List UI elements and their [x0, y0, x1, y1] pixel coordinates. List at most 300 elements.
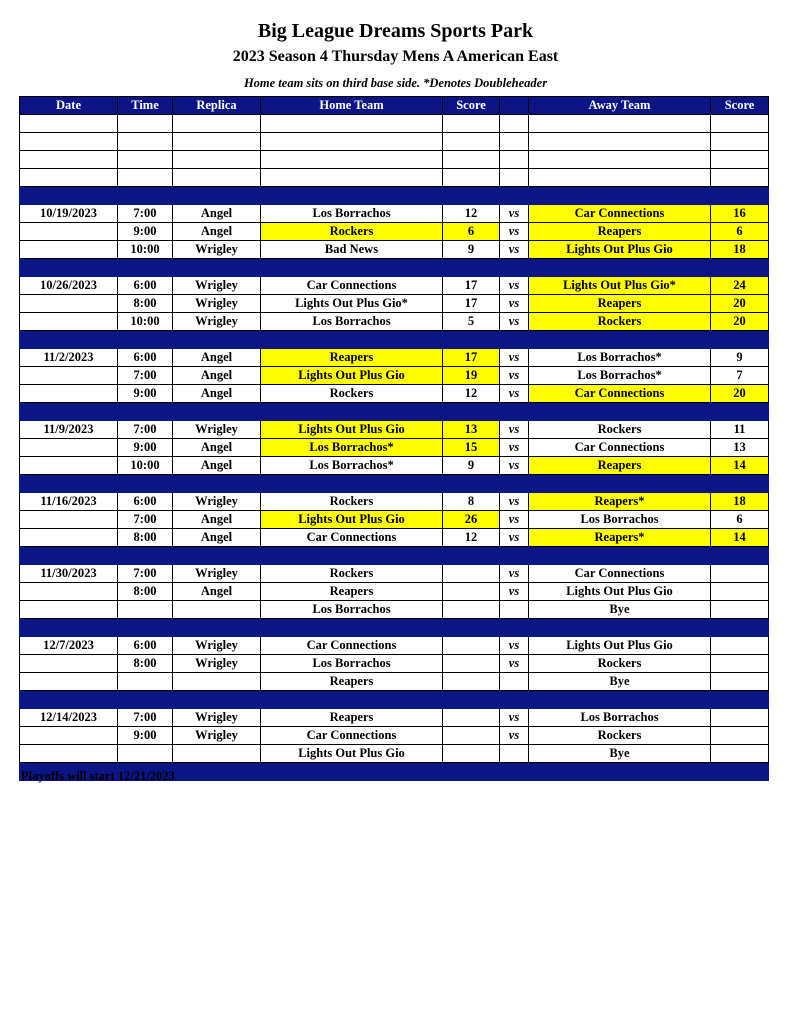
vs-label: vs	[500, 223, 529, 241]
separator-cell	[443, 187, 500, 205]
game-date	[20, 457, 118, 475]
week-separator	[20, 403, 769, 421]
separator-cell	[20, 187, 118, 205]
game-date	[20, 385, 118, 403]
separator-cell	[261, 259, 443, 277]
away-team: Los Borrachos	[529, 709, 711, 727]
home-score: 9	[443, 457, 500, 475]
game-date	[20, 295, 118, 313]
vs-label	[500, 673, 529, 691]
separator-cell	[173, 547, 261, 565]
home-score	[443, 565, 500, 583]
separator-cell	[529, 187, 711, 205]
game-date: 12/14/2023	[20, 709, 118, 727]
game-field: Wrigley	[173, 727, 261, 745]
game-field: Wrigley	[173, 493, 261, 511]
vs-label: vs	[500, 349, 529, 367]
game-date	[20, 745, 118, 763]
home-team: Reapers	[261, 349, 443, 367]
game-field: Angel	[173, 529, 261, 547]
away-team: Lights Out Plus Gio	[529, 637, 711, 655]
game-date	[20, 313, 118, 331]
vs-label: vs	[500, 277, 529, 295]
away-team: Los Borrachos	[529, 511, 711, 529]
vs-label: vs	[500, 421, 529, 439]
home-score	[443, 637, 500, 655]
away-team: Reapers	[529, 223, 711, 241]
col-home-score-header: Score	[443, 97, 500, 115]
game-date: 10/19/2023	[20, 205, 118, 223]
home-team: Los Borrachos	[261, 205, 443, 223]
separator-cell	[529, 475, 711, 493]
separator-cell	[443, 763, 500, 781]
vs-label: vs	[500, 241, 529, 259]
game-field: Angel	[173, 457, 261, 475]
game-date: 11/9/2023	[20, 421, 118, 439]
game-row	[20, 565, 769, 583]
game-field: Wrigley	[173, 421, 261, 439]
game-time	[118, 673, 173, 691]
game-time: 9:00	[118, 223, 173, 241]
home-score	[443, 601, 500, 619]
home-score: 17	[443, 277, 500, 295]
away-score: 11	[711, 421, 769, 439]
away-score: 6	[711, 223, 769, 241]
away-team: Reapers	[529, 295, 711, 313]
away-score: 18	[711, 493, 769, 511]
separator-cell	[173, 691, 261, 709]
separator-cell	[443, 691, 500, 709]
game-field: Wrigley	[173, 637, 261, 655]
game-time: 6:00	[118, 349, 173, 367]
game-row	[20, 655, 769, 673]
separator-cell	[500, 691, 529, 709]
col-vs-header	[500, 97, 529, 115]
game-time: 10:00	[118, 313, 173, 331]
col-date-header: Date	[20, 97, 118, 115]
game-date	[20, 367, 118, 385]
home-score: 26	[443, 511, 500, 529]
game-time: 9:00	[118, 385, 173, 403]
vs-label: vs	[500, 295, 529, 313]
game-field: Angel	[173, 205, 261, 223]
game-time: 7:00	[118, 367, 173, 385]
separator-cell	[500, 763, 529, 781]
game-field: Wrigley	[173, 709, 261, 727]
game-row	[20, 277, 769, 295]
separator-cell	[711, 763, 769, 781]
separator-cell	[711, 187, 769, 205]
home-score: 8	[443, 493, 500, 511]
home-score: 17	[443, 349, 500, 367]
away-score	[711, 601, 769, 619]
game-row	[20, 727, 769, 745]
game-row	[20, 367, 769, 385]
week-separator	[20, 331, 769, 349]
vs-label: vs	[500, 709, 529, 727]
game-time: 10:00	[118, 241, 173, 259]
game-time: 10:00	[118, 457, 173, 475]
separator-cell	[118, 619, 173, 637]
separator-cell	[173, 619, 261, 637]
game-row	[20, 385, 769, 403]
game-time: 8:00	[118, 655, 173, 673]
game-row	[20, 745, 769, 763]
home-team: Los Borrachos	[261, 601, 443, 619]
separator-cell	[711, 475, 769, 493]
away-team: Bye	[529, 601, 711, 619]
away-score	[711, 565, 769, 583]
vs-label	[500, 601, 529, 619]
home-team: Lights Out Plus Gio	[261, 367, 443, 385]
game-date: 12/7/2023	[20, 637, 118, 655]
game-time: 8:00	[118, 583, 173, 601]
away-score	[711, 727, 769, 745]
home-team: Los Borrachos*	[261, 439, 443, 457]
game-row	[20, 439, 769, 457]
home-team: Lights Out Plus Gio*	[261, 295, 443, 313]
game-date	[20, 529, 118, 547]
game-row	[20, 583, 769, 601]
home-team: Lights Out Plus Gio	[261, 745, 443, 763]
game-date	[20, 241, 118, 259]
vs-label: vs	[500, 367, 529, 385]
separator-cell	[500, 403, 529, 421]
game-row	[20, 313, 769, 331]
vs-label	[500, 745, 529, 763]
game-row	[20, 349, 769, 367]
game-row	[20, 493, 769, 511]
separator-cell	[173, 403, 261, 421]
away-team: Reapers	[529, 457, 711, 475]
game-row	[20, 241, 769, 259]
schedule-note: Home team sits on third base side. *Denotes Doubleheader	[243, 76, 548, 90]
separator-cell	[20, 691, 118, 709]
header-row	[20, 97, 769, 115]
away-team: Car Connections	[529, 565, 711, 583]
game-time: 6:00	[118, 277, 173, 295]
away-team: Reapers*	[529, 493, 711, 511]
home-team: Car Connections	[261, 637, 443, 655]
separator-cell	[711, 259, 769, 277]
away-score: 14	[711, 457, 769, 475]
away-score: 20	[711, 295, 769, 313]
separator-cell	[20, 403, 118, 421]
schedule-table	[19, 96, 769, 781]
home-team: Rockers	[261, 565, 443, 583]
home-team: Lights Out Plus Gio	[261, 421, 443, 439]
col-home-team-header: Home Team	[261, 97, 443, 115]
away-team: Rockers	[529, 655, 711, 673]
separator-cell	[500, 331, 529, 349]
game-time: 6:00	[118, 637, 173, 655]
separator-cell	[500, 619, 529, 637]
col-replica-header: Replica	[173, 97, 261, 115]
vs-label: vs	[500, 313, 529, 331]
game-row	[20, 205, 769, 223]
separator-cell	[500, 547, 529, 565]
away-team: Los Borrachos*	[529, 349, 711, 367]
away-score	[711, 655, 769, 673]
game-row	[20, 295, 769, 313]
away-score: 24	[711, 277, 769, 295]
playoffs-note: Playoffs will start 12/21/2023	[21, 769, 175, 783]
col-away-team-header: Away Team	[529, 97, 711, 115]
separator-cell	[261, 475, 443, 493]
separator-cell	[711, 619, 769, 637]
separator-cell	[261, 763, 443, 781]
away-team: Lights Out Plus Gio*	[529, 277, 711, 295]
away-team: Rockers	[529, 727, 711, 745]
home-team: Los Borrachos	[261, 655, 443, 673]
away-team: Car Connections	[529, 385, 711, 403]
game-date	[20, 583, 118, 601]
home-score	[443, 655, 500, 673]
separator-cell	[173, 259, 261, 277]
separator-cell	[20, 547, 118, 565]
vs-label: vs	[500, 655, 529, 673]
home-score: 12	[443, 385, 500, 403]
away-team: Lights Out Plus Gio	[529, 583, 711, 601]
home-score	[443, 709, 500, 727]
game-row	[20, 511, 769, 529]
game-time	[118, 601, 173, 619]
away-score	[711, 709, 769, 727]
home-score	[443, 673, 500, 691]
separator-cell	[261, 187, 443, 205]
home-score: 13	[443, 421, 500, 439]
separator-cell	[711, 691, 769, 709]
game-field: Angel	[173, 349, 261, 367]
col-time-header: Time	[118, 97, 173, 115]
separator-cell	[261, 547, 443, 565]
game-time: 6:00	[118, 493, 173, 511]
game-time: 7:00	[118, 421, 173, 439]
separator-cell	[20, 259, 118, 277]
game-date	[20, 601, 118, 619]
home-team: Car Connections	[261, 277, 443, 295]
separator-cell	[20, 619, 118, 637]
game-row	[20, 601, 769, 619]
col-away-score-header: Score	[711, 97, 769, 115]
separator-cell	[443, 475, 500, 493]
away-score: 7	[711, 367, 769, 385]
separator-cell	[118, 259, 173, 277]
home-team: Rockers	[261, 223, 443, 241]
game-time: 7:00	[118, 709, 173, 727]
game-field	[173, 673, 261, 691]
away-score	[711, 673, 769, 691]
game-field: Wrigley	[173, 655, 261, 673]
away-score: 20	[711, 313, 769, 331]
away-team: Rockers	[529, 421, 711, 439]
separator-cell	[261, 619, 443, 637]
separator-cell	[529, 763, 711, 781]
away-team: Car Connections	[529, 205, 711, 223]
separator-cell	[529, 403, 711, 421]
separator-cell	[529, 547, 711, 565]
away-score: 20	[711, 385, 769, 403]
vs-label: vs	[500, 385, 529, 403]
away-team: Rockers	[529, 313, 711, 331]
away-score	[711, 745, 769, 763]
separator-cell	[173, 331, 261, 349]
away-score	[711, 637, 769, 655]
separator-cell	[529, 619, 711, 637]
separator-cell	[711, 331, 769, 349]
game-row	[20, 709, 769, 727]
separator-cell	[443, 259, 500, 277]
separator-cell	[20, 475, 118, 493]
page-subtitle: 2023 Season 4 Thursday Mens A American East	[232, 48, 559, 65]
game-field: Wrigley	[173, 277, 261, 295]
week-separator	[20, 475, 769, 493]
game-date	[20, 673, 118, 691]
away-team: Los Borrachos*	[529, 367, 711, 385]
away-team: Bye	[529, 673, 711, 691]
game-field: Angel	[173, 385, 261, 403]
away-score: 18	[711, 241, 769, 259]
home-score	[443, 745, 500, 763]
home-team: Rockers	[261, 385, 443, 403]
game-date: 10/26/2023	[20, 277, 118, 295]
home-team: Los Borrachos	[261, 313, 443, 331]
home-score: 15	[443, 439, 500, 457]
game-time: 9:00	[118, 727, 173, 745]
game-date	[20, 655, 118, 673]
separator-cell	[443, 403, 500, 421]
vs-label: vs	[500, 727, 529, 745]
separator-cell	[173, 763, 261, 781]
separator-cell	[118, 331, 173, 349]
separator-cell	[500, 259, 529, 277]
home-score: 19	[443, 367, 500, 385]
game-time	[118, 745, 173, 763]
away-score: 13	[711, 439, 769, 457]
home-team: Reapers	[261, 583, 443, 601]
separator-cell	[261, 331, 443, 349]
home-score: 12	[443, 529, 500, 547]
separator-cell	[711, 547, 769, 565]
game-row	[20, 223, 769, 241]
home-team: Reapers	[261, 709, 443, 727]
home-team: Car Connections	[261, 727, 443, 745]
game-field	[173, 745, 261, 763]
away-team: Reapers*	[529, 529, 711, 547]
vs-label: vs	[500, 583, 529, 601]
game-date: 11/16/2023	[20, 493, 118, 511]
separator-cell	[173, 187, 261, 205]
separator-cell	[529, 259, 711, 277]
separator-cell	[443, 619, 500, 637]
game-time: 9:00	[118, 439, 173, 457]
game-date: 11/2/2023	[20, 349, 118, 367]
game-row	[20, 457, 769, 475]
game-field	[173, 601, 261, 619]
away-score: 16	[711, 205, 769, 223]
game-date	[20, 223, 118, 241]
game-field: Angel	[173, 583, 261, 601]
blank-row	[20, 115, 769, 133]
game-field: Angel	[173, 439, 261, 457]
page-title: Big League Dreams Sports Park	[257, 20, 534, 42]
game-row	[20, 421, 769, 439]
separator-cell	[118, 403, 173, 421]
vs-label: vs	[500, 565, 529, 583]
separator-cell	[500, 475, 529, 493]
game-time: 7:00	[118, 565, 173, 583]
separator-cell	[118, 475, 173, 493]
home-team: Lights Out Plus Gio	[261, 511, 443, 529]
home-team: Car Connections	[261, 529, 443, 547]
game-field: Angel	[173, 367, 261, 385]
game-field: Wrigley	[173, 241, 261, 259]
separator-cell	[711, 403, 769, 421]
home-team: Rockers	[261, 493, 443, 511]
week-separator	[20, 691, 769, 709]
separator-cell	[500, 187, 529, 205]
separator-cell	[118, 691, 173, 709]
game-date	[20, 727, 118, 745]
home-score	[443, 727, 500, 745]
separator-cell	[529, 691, 711, 709]
game-date	[20, 439, 118, 457]
week-separator	[20, 187, 769, 205]
separator-cell	[443, 331, 500, 349]
game-time: 7:00	[118, 511, 173, 529]
blank-row	[20, 133, 769, 151]
blank-row	[20, 151, 769, 169]
home-score: 12	[443, 205, 500, 223]
away-score: 6	[711, 511, 769, 529]
home-score	[443, 583, 500, 601]
home-score: 9	[443, 241, 500, 259]
home-score: 17	[443, 295, 500, 313]
home-team: Reapers	[261, 673, 443, 691]
separator-cell	[529, 331, 711, 349]
vs-label: vs	[500, 439, 529, 457]
week-separator	[20, 547, 769, 565]
blank-row	[20, 169, 769, 187]
game-date: 11/30/2023	[20, 565, 118, 583]
away-score	[711, 583, 769, 601]
separator-cell	[443, 547, 500, 565]
game-time: 8:00	[118, 529, 173, 547]
home-team: Los Borrachos*	[261, 457, 443, 475]
game-field: Wrigley	[173, 565, 261, 583]
separator-cell	[261, 691, 443, 709]
away-score: 9	[711, 349, 769, 367]
away-team: Bye	[529, 745, 711, 763]
separator-cell	[173, 475, 261, 493]
vs-label: vs	[500, 457, 529, 475]
away-team: Car Connections	[529, 439, 711, 457]
game-date	[20, 511, 118, 529]
home-score: 5	[443, 313, 500, 331]
vs-label: vs	[500, 637, 529, 655]
home-score: 6	[443, 223, 500, 241]
vs-label: vs	[500, 493, 529, 511]
game-field: Angel	[173, 223, 261, 241]
game-row	[20, 637, 769, 655]
game-field: Angel	[173, 511, 261, 529]
game-row	[20, 673, 769, 691]
separator-cell	[20, 331, 118, 349]
vs-label: vs	[500, 205, 529, 223]
separator-cell	[118, 547, 173, 565]
home-team: Bad News	[261, 241, 443, 259]
week-separator	[20, 259, 769, 277]
